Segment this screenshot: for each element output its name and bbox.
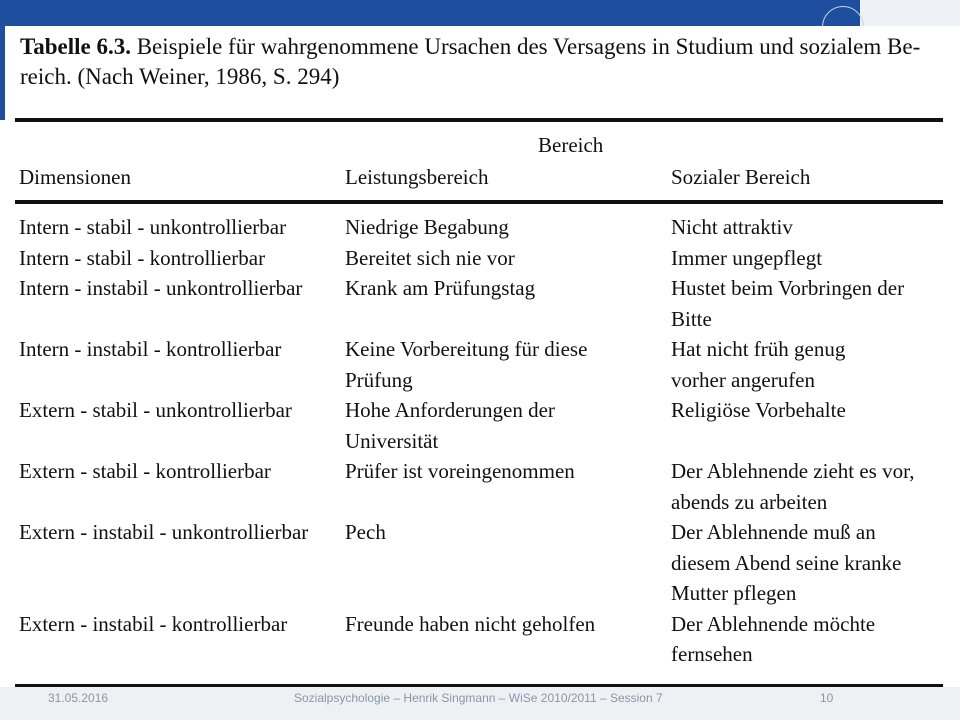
table-cell-sozialer-bereich: Hustet beim Vorbringen der	[671, 276, 905, 300]
table-cell-sozialer-bereich: Mutter pflegen	[671, 581, 797, 605]
slide-header-bar	[0, 0, 860, 26]
table-cell-sozialer-bereich: Immer ungepflegt	[671, 245, 823, 270]
table-cell-sozialer-bereich: Hat nicht früh genug	[671, 337, 846, 361]
slide-header-logo-area	[860, 0, 960, 26]
caption-text-line1: Beispiele für wahrgenommene Ursachen des Versagens in Studium und sozialem Be-	[136, 34, 921, 59]
table-cell-leistungsbereich: Keine Vorbereitung für diese	[345, 337, 588, 361]
table-cell-dimension: Extern - stabil - unkontrollierbar	[19, 398, 292, 422]
table-cell-leistungsbereich: Hohe Anforderungen der	[345, 398, 555, 422]
table-caption	[20, 32, 945, 92]
table-cell-leistungsbereich: Niedrige Begabung	[345, 215, 509, 239]
table-cell-sozialer-bereich: Der Ablehnende möchte	[671, 611, 876, 636]
table-cell-dimension: Extern - instabil - unkontrollierbar	[19, 520, 309, 544]
table-cell-leistungsbereich: Freunde haben nicht geholfen	[345, 611, 596, 636]
table-cell-leistungsbereich: Krank am Prüfungstag	[345, 276, 536, 300]
footer-date: 31.05.2016	[48, 691, 109, 705]
table-cell-sozialer-bereich: diesem Abend seine kranke	[671, 550, 902, 575]
table-cell-sozialer-bereich: fernsehen	[671, 642, 753, 666]
table-cell-sozialer-bereich: Der Ablehnende zieht es vor,	[671, 459, 915, 483]
table-header-rule	[15, 200, 943, 204]
group-header-bereich: Bereich	[538, 133, 604, 157]
table-cell-leistungsbereich: Prüfung	[345, 367, 413, 392]
caption-label: Tabelle 6.3.	[20, 34, 131, 59]
column-header-leistungsbereich: Leistungsbereich	[345, 165, 489, 189]
column-header-sozialer-bereich: Sozialer Bereich	[671, 165, 811, 189]
table-top-rule	[15, 118, 943, 122]
table-cell-sozialer-bereich: Bitte	[671, 306, 712, 331]
table-cell-dimension: Intern - stabil - unkontrollierbar	[19, 215, 287, 239]
table-cell-sozialer-bereich: Nicht attraktiv	[671, 215, 793, 239]
footer-page-number: 10	[820, 691, 834, 705]
table-cell-leistungsbereich: Pech	[345, 520, 386, 544]
table-cell-dimension: Intern - stabil - kontrollierbar	[19, 245, 266, 270]
footer-title: Sozialpsychologie – Henrik Singmann – WiSe 2010/2011 – Session 7	[294, 691, 663, 705]
table-cell-sozialer-bereich: Der Ablehnende muß an	[671, 520, 876, 544]
table-cell-leistungsbereich: Bereitet sich nie vor	[345, 245, 515, 270]
table-cell-dimension: Extern - stabil - kontrollierbar	[19, 459, 271, 483]
caption-text-line2: reich. (Nach Weiner, 1986, S. 294)	[20, 64, 340, 89]
table-scan	[5, 26, 945, 691]
table-cell-sozialer-bereich: vorher angerufen	[671, 367, 816, 392]
table-cell-leistungsbereich: Prüfer ist voreingenommen	[345, 459, 575, 483]
table-cell-sozialer-bereich: abends zu arbeiten	[671, 489, 828, 514]
table-cell-dimension: Extern - instabil - kontrollierbar	[19, 611, 288, 636]
column-header-dimensionen: Dimensionen	[19, 165, 131, 189]
table-cell-dimension: Intern - instabil - unkontrollierbar	[19, 276, 303, 300]
table-cell-sozialer-bereich: Religiöse Vorbehalte	[671, 398, 846, 422]
table-cell-leistungsbereich: Universität	[345, 428, 439, 453]
table-cell-dimension: Intern - instabil - kontrollierbar	[19, 337, 282, 361]
